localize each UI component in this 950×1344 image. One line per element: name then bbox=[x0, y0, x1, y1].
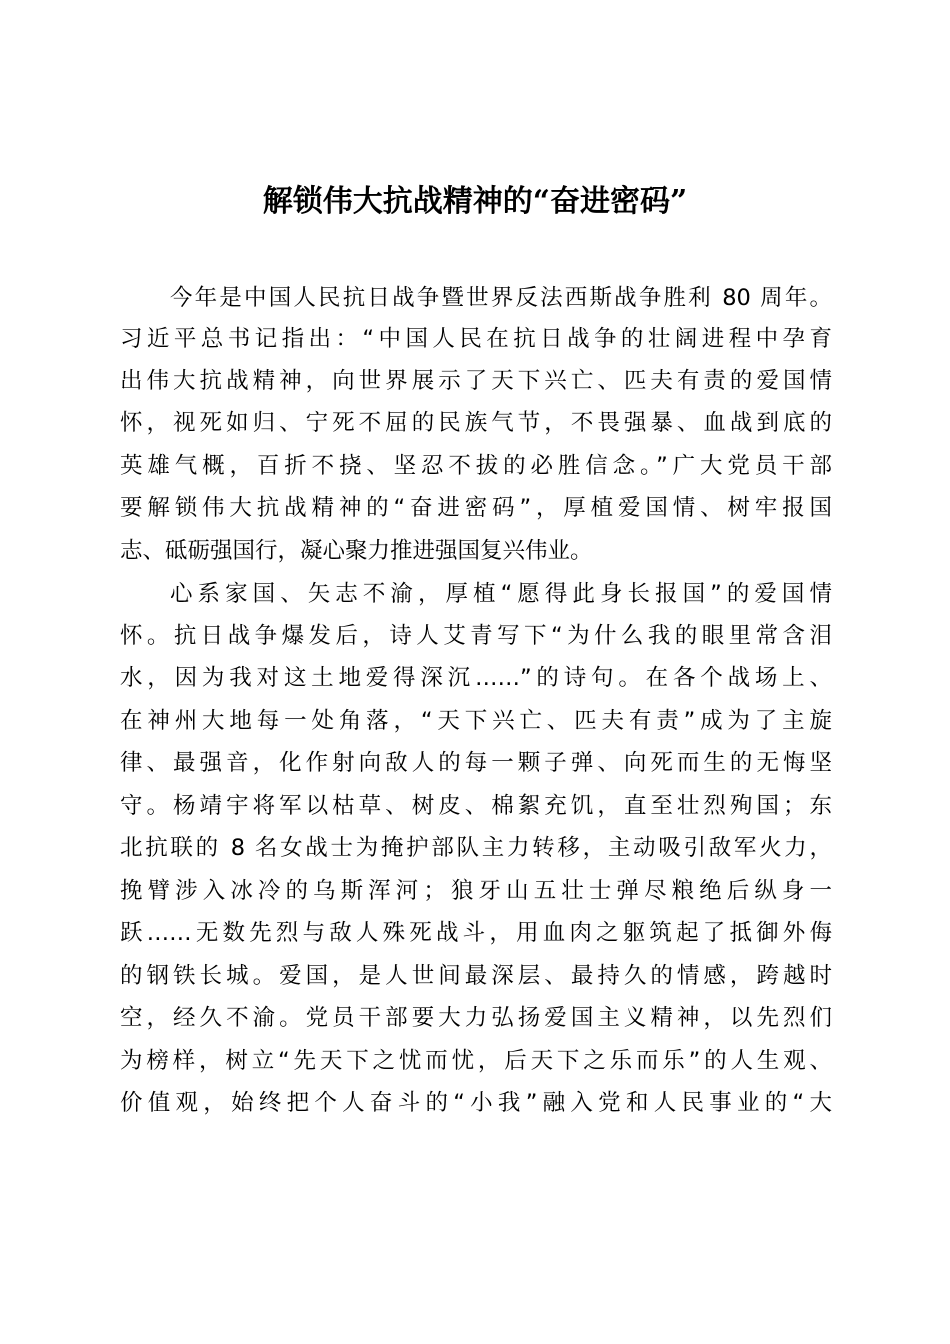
paragraph-1-line-2: 习近平总书记指出：“中国人民在抗日战争的壮阔进程中孕育 bbox=[120, 326, 832, 352]
paragraph-1-line-6: 要解锁伟大抗战精神的“奋进密码”，厚植爱国情、树牢报国 bbox=[120, 495, 832, 521]
paragraph-1-line-3: 出伟大抗战精神，向世界展示了天下兴亡、匹夫有责的爱国情 bbox=[120, 368, 832, 394]
paragraph-2-line-9: 跃……无数先烈与敌人殊死战斗，用血肉之躯筑起了抵御外侮 bbox=[120, 920, 832, 946]
paragraph-2-line-6: 守。杨靖宇将军以枯草、树皮、棉絮充饥，直至壮烈殉国；东 bbox=[120, 793, 832, 819]
paragraph-2-line-7: 北抗联的 8 名女战士为掩护部队主力转移，主动吸引敌军火力， bbox=[120, 835, 832, 861]
paragraph-2-line-12: 为榜样，树立“先天下之忧而忧，后天下之乐而乐”的人生观、 bbox=[120, 1048, 832, 1074]
paragraph-1-line-7: 志、砥砺强国行，凝心聚力推进强国复兴伟业。 bbox=[120, 538, 593, 564]
paragraph-2-line-5: 律、最强音，化作射向敌人的每一颗子弹、向死而生的无悔坚 bbox=[120, 750, 832, 776]
paragraph-2-line-11: 空，经久不渝。党员干部要大力弘扬爱国主义精神，以先烈们 bbox=[120, 1005, 832, 1031]
paragraph-2-line-1: 心系家国、矢志不渝，厚植“愿得此身长报国”的爱国情 bbox=[170, 581, 832, 607]
paragraph-2-line-13: 价值观，始终把个人奋斗的“小我”融入党和人民事业的“大 bbox=[120, 1090, 832, 1116]
paragraph-2-line-10: 的钢铁长城。爱国，是人世间最深层、最持久的情感，跨越时 bbox=[120, 963, 832, 989]
paragraph-2-line-3: 水，因为我对这土地爱得深沉……”的诗句。在各个战场上、 bbox=[120, 665, 832, 691]
paragraph-2-line-4: 在神州大地每一处角落，“天下兴亡、匹夫有责”成为了主旋 bbox=[120, 708, 832, 734]
paragraph-2-line-2: 怀。抗日战争爆发后，诗人艾青写下“为什么我的眼里常含泪 bbox=[120, 623, 832, 649]
paragraph-1-line-1: 今年是中国人民抗日战争暨世界反法西斯战争胜利 80 周年。 bbox=[170, 285, 832, 311]
document-title: 解锁伟大抗战精神的“奋进密码” bbox=[262, 184, 688, 219]
paragraph-1-line-5: 英雄气概，百折不挠、坚忍不拔的必胜信念。”广大党员干部 bbox=[120, 453, 832, 479]
paragraph-1-line-4: 怀，视死如归、宁死不屈的民族气节，不畏强暴、血战到底的 bbox=[120, 410, 832, 436]
paragraph-2-line-8: 挽臂涉入冰冷的乌斯浑河；狼牙山五壮士弹尽粮绝后纵身一 bbox=[120, 878, 832, 904]
